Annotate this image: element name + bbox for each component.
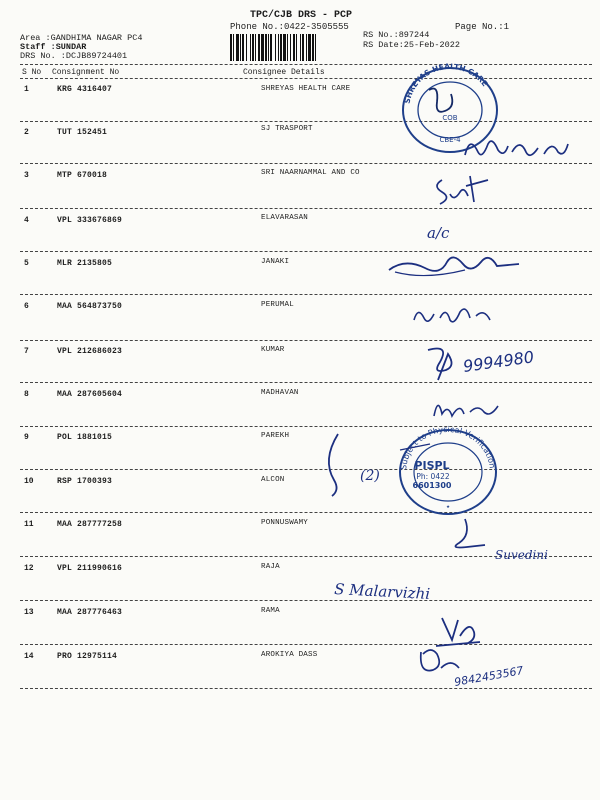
row-sno: 5 (24, 259, 29, 268)
row-consignee: SHREYAS HEALTH CARE (261, 85, 351, 93)
column-header-sno: S No (22, 68, 42, 77)
row-sno: 12 (24, 564, 34, 573)
row-consignment: MAA 287777258 (57, 520, 123, 529)
phone-number: Phone No.:0422-3505555 (230, 22, 349, 32)
row-sno: 9 (24, 433, 29, 442)
row-consignment: MLR 2135805 (57, 259, 113, 268)
row-consignment: MAA 287605604 (57, 390, 123, 399)
star-icon: ★ (446, 503, 450, 510)
row-consignee: RAMA (261, 607, 280, 615)
signature-row-8 (430, 390, 510, 420)
row-consignment: MAA 564873750 (57, 302, 123, 311)
drs-number: DRS No. :DCJB89724401 (20, 51, 128, 61)
row-consignee: RAJA (261, 563, 280, 571)
row-consignee: SRI NAARNAMMAL AND CO (261, 169, 360, 177)
row-consignment: POL 1881015 (57, 433, 113, 442)
signature-row-3 (430, 170, 500, 210)
verification-number: 6601300 (412, 481, 452, 490)
handwriting-row-12: S Malarvizhi (333, 580, 431, 604)
signature-row-6 (410, 298, 500, 328)
document-title: TPC/CJB DRS - PCP (250, 10, 353, 21)
row-consignee: PONNUSWAMY (261, 519, 309, 527)
row-sno: 14 (24, 652, 34, 661)
row-consignment: VPL 211990616 (57, 564, 123, 573)
row-divider (20, 426, 592, 427)
row-sno: 11 (24, 520, 34, 529)
row-sno: 4 (24, 216, 29, 225)
handwriting-row-11: Suvedini (495, 548, 548, 562)
row-consignee: AROKIYA DASS (261, 651, 318, 659)
row-consignment: MTP 670018 (57, 171, 108, 180)
page-number: Page No.:1 (455, 22, 510, 32)
signature-row-2 (460, 130, 580, 165)
row-consignee: KUMAR (261, 346, 285, 354)
row-divider (20, 294, 592, 295)
area-label: Area :GANDHIMA NAGAR PC4 (20, 33, 143, 43)
row-consignee: JANAKI (261, 258, 290, 266)
header-divider-bottom (20, 78, 592, 79)
signature-row-4-5 (385, 220, 525, 285)
row-consignment: TUT 152451 (57, 128, 108, 137)
signature-row-12 (330, 570, 480, 605)
header-divider-top (20, 64, 592, 65)
signature-row-9-10 (320, 430, 440, 500)
rs-date: RS Date:25-Feb-2022 (363, 40, 460, 50)
row-consignee: ELAVARASAN (261, 214, 309, 222)
signature-row-7 (420, 340, 580, 385)
row-divider (20, 208, 592, 209)
row-consignment: VPL 212686023 (57, 347, 123, 356)
row-sno: 13 (24, 608, 34, 617)
verification-arc-text: Subject to Physical Verification (399, 424, 497, 471)
verification-name: PISPL (414, 459, 450, 472)
staff-label: Staff :SUNDAR (20, 42, 87, 52)
barcode (230, 34, 355, 61)
row-consignment: RSP 1700393 (57, 477, 113, 486)
row-sno: 8 (24, 390, 29, 399)
row-consignment: VPL 333676869 (57, 216, 123, 225)
handwriting-row-4: a/c (427, 224, 450, 242)
row-consignee: MADHAVAN (261, 389, 299, 397)
row-consignee: ALCON (261, 476, 285, 484)
signature-row-14 (415, 640, 565, 695)
row-consignment: PRO 12975114 (57, 652, 118, 661)
column-header-consignment: Consignment No (52, 68, 120, 77)
handwriting-row-7: 9994980 (461, 347, 536, 376)
row-sno: 2 (24, 128, 29, 137)
row-consignment: KRG 4316407 (57, 85, 113, 94)
stamp-top-text: SHREYAS HEALTH CARE (402, 61, 490, 105)
row-consignment: MAA 287776463 (57, 608, 123, 617)
row-sno: 3 (24, 171, 29, 180)
stamp-center-text: COB (442, 114, 458, 122)
stamp-signature-icon (429, 89, 452, 112)
row-divider (20, 469, 592, 470)
row-sno: 6 (24, 302, 29, 311)
stamp-bottom-text: CBE-4 (439, 136, 461, 144)
row-consignee: PERUMAL (261, 301, 294, 309)
row-sno: 7 (24, 347, 29, 356)
row-divider (20, 121, 592, 122)
handwriting-row-14: 9842453567 (453, 663, 525, 689)
row-consignee: PAREKH (261, 432, 290, 440)
column-header-consignee: Consignee Details (243, 68, 325, 77)
row-sno: 10 (24, 477, 34, 486)
verification-phone: Ph: 0422 (416, 472, 450, 481)
rs-number: RS No.:897244 (363, 30, 430, 40)
row-divider (20, 512, 592, 513)
row-sno: 1 (24, 85, 29, 94)
signature-row-11 (445, 515, 565, 565)
row-consignee: SJ TRASPORT (261, 125, 313, 133)
row-divider (20, 600, 592, 601)
handwriting-row-10: (2) (360, 468, 380, 484)
